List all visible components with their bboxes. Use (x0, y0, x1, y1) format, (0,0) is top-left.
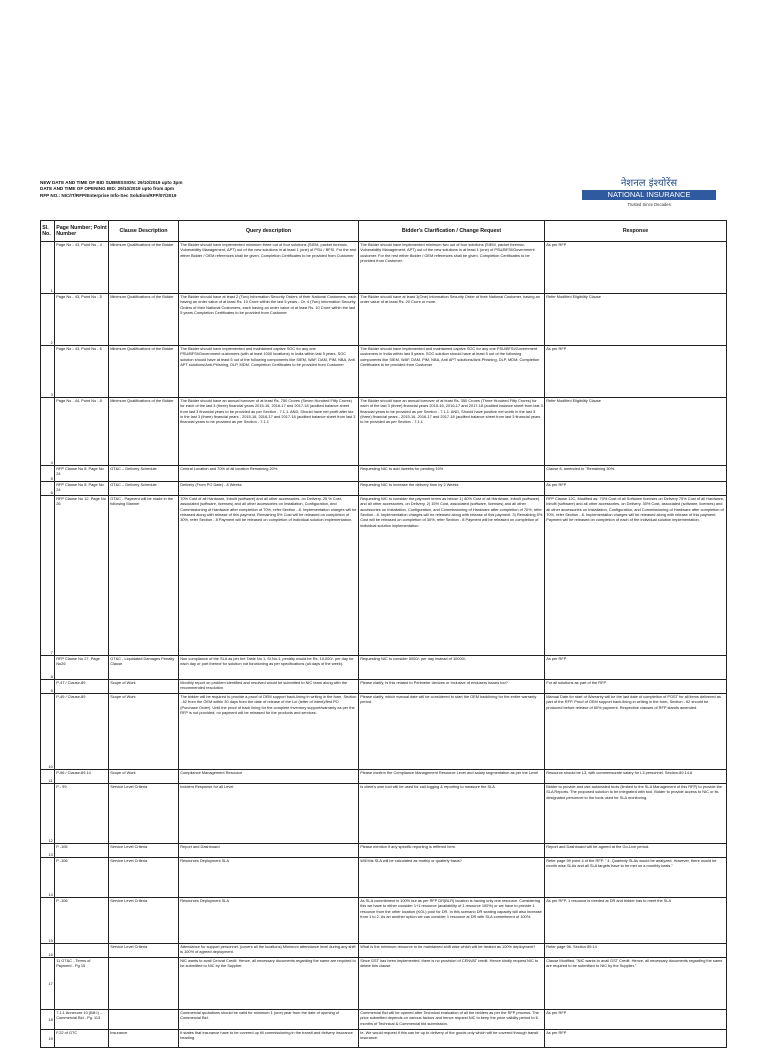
cell-query: Compliance Management Resource (179, 770, 359, 784)
table-row (41, 958, 727, 1010)
bid-opening-date: DATE AND TIME OF OPENING BID: 29/10/2019 upto from 4pm (40, 186, 175, 192)
cell-sl: 19 (41, 1030, 55, 1048)
cell-bidder: Will this SLA will be calculated as mothly or quaterly basis? (359, 858, 545, 898)
cell-response: Bidder to provide and use automated tools (limited to the SLA Management of this RFP) to provide the SLA Reports. The proposed solution to be integrated with tool. Bidder to provide access to NIC or its designated personnel to the tools used for SLA monitoring. (545, 784, 727, 844)
cell-query: The Bidder should have at least 2 (Two) Information Security Orders of their National Customers, each having an order value of at least Rs. 10 Crore within the last 5 years - Or, 4 (Two) Information Security Orders of their National Customers, each having an order value of at least Rs. 10 Crore within the last 5 years Completion Certificates to be provided from Customer (179, 294, 359, 346)
cell-page (55, 944, 109, 958)
cell-page: P-47 / Clause-89 (55, 680, 109, 694)
table-row (41, 398, 727, 466)
cell-response: Refer Modified Eligibility Clause (545, 398, 727, 466)
col-header-query: Query description (179, 221, 359, 242)
col-header-sl: Sl. No. (41, 221, 55, 242)
col-header-clause: Clause Description (109, 221, 179, 242)
cell-clause: Service Level Criteria (109, 944, 179, 958)
cell-clause: Scope of Work (109, 694, 179, 770)
cell-query: Non compliance of the SLA as per the Table No 1. SI.No.1, penalty would be Rs. 10,000/- per day for each day or part thereof for solution not functioning as per specifications (all days of the week). (179, 656, 359, 680)
cell-query: Central Location and 70% of all location Remaining 20% (179, 466, 359, 482)
logo-tagline: Trusted Since Decades (627, 202, 671, 207)
cell-bidder: Please clarify, which manual date will be considered to start the OEM backlining for the entire warranty period. (359, 694, 545, 770)
cell-page: F.22 of GTC (55, 1030, 109, 1048)
cell-response: Report and Dashboard will be agreed at the Go-Live period. (545, 844, 727, 858)
cell-bidder: Requesting NIC to increase the delivery time by 2 Weeks (359, 482, 545, 496)
cell-clause: GT&C - Liquidated Damages Penalty Clause (109, 656, 179, 680)
cell-clause: Scope of Work (109, 680, 179, 694)
cell-sl: 8 (41, 656, 55, 680)
cell-page: Page No - 43, Point No - 4 (55, 242, 109, 294)
cell-bidder: Please mention if any specific reporting is reffered here. (359, 844, 545, 858)
cell-clause (109, 1010, 179, 1030)
table-row (41, 496, 727, 656)
cell-query: NIC wants to avail Cenvat Credit. Hence, all necessary documents regarding the same are required to be submitted to NIC by the Supplier. (179, 958, 359, 1010)
cell-response: For all solutions as part of the RFP (545, 680, 727, 694)
table-row (41, 482, 727, 496)
cell-clause: GT&C – Delivery Schedule (109, 482, 179, 496)
cell-sl: 15 (41, 898, 55, 944)
cell-bidder: Please confirm the Compliance Management Resource Level and salary segmentation as per the Level (359, 770, 545, 784)
cell-query: Delivery (From PO Date) - 8 Weeks (179, 482, 359, 496)
cell-response: As per RFP (545, 346, 727, 398)
cell-bidder: Is client's own tool will be used for call logging & reporting to measure the SLA (359, 784, 545, 844)
cell-page: P-49 / Clause-89 (55, 694, 109, 770)
cell-query: Attendance for support personnel. (covers all the locations) Minimum attendance level during any shift is 100% of agreed deployment. (179, 944, 359, 958)
cell-sl: 7 (41, 496, 55, 656)
cell-page: Page No - 43, Point No - 6 (55, 346, 109, 398)
cell-sl: 18 (41, 1010, 55, 1030)
table-row (41, 1030, 727, 1048)
cell-bidder: Commercial Bid will be opened after Technical evaluation of all the bidders as per the RFP process. The price submitted depends on various factors and hence request NIC to keep the price validity period to 6 months of Technical & Commercial bid submission. (359, 1010, 545, 1030)
cell-bidder: Please clarify, Is this related to Perimeter devices or Inclusive of endusers issues too? (359, 680, 545, 694)
cell-response: Clause 8, amended to "Remaining 30%. (545, 466, 727, 482)
cell-query: Monthly report on problem identified and resolved would be submitted to NIC team along with the recommended resolution (179, 680, 359, 694)
cell-clause: Minimum Qualifications of the Bidder (109, 294, 179, 346)
cell-response: Clause Modified, "NIC wants to avail GST Credit. Hence, all necessary documents regarding the same are required to be submitted to NIC by the Supplier." (545, 958, 727, 1010)
cell-response: As per RFP (545, 1010, 727, 1030)
cell-clause: Minimum Qualifications of the Bidder (109, 346, 179, 398)
cell-clause: Service Level Criteria (109, 858, 179, 898)
cell-bidder: What is the minimum resource to be maintained shift wise which will be treated as 100% deployment? (359, 944, 545, 958)
cell-page: RFP Clause No 12. Page No 26 (55, 496, 109, 656)
cell-bidder: Since GST has been implemented, there is no provision of CENVAT credit. Hence kindly request NIC to delete this clause. (359, 958, 545, 1010)
cell-query: It states that insurance have to be covered up till commissioning in the transit and delivery insurance heading. (179, 1030, 359, 1048)
logo-hindi-text: नेशनल इंश्योरेंस (620, 178, 678, 189)
cell-page: 7.1.1 Annexure 10 (Bill I) – Commercial Bid - Pg. 113 (55, 1010, 109, 1030)
col-header-bidder: Bidder's Clarification / Change Request (359, 221, 545, 242)
clarification-table (40, 220, 727, 1048)
cell-sl: 11 (41, 770, 55, 784)
col-header-page: Page Number; Point Number (55, 221, 109, 242)
cell-bidder: As SLA commitment is 100% but as per RFP DR(BLR) location is having only one resource. Considering this we have to either consider 1+1 resource (availability of 1 resource 100%) or we have to provide 1 resource from the other location (KOL) pool for DR. In this scenario DR seating capacity will also increase from 1 to 2. As an another option we can consider 1 resource at DR with SLA commitment of 100%. (359, 898, 545, 944)
cell-bidder: The Bidder should have implemented and maintained captive SOC for any one PSU/BFSI/Government customers in India within last 5 years. SOC solution should have at least 5 out of the following components like SIEM, WAF, DAM, PIM, NBA, Anti APT solutions/Anti-Phishing, DLP, MDM. Completion Certificates to be provided from Customer (359, 346, 545, 398)
cell-response: Refer page 99 point 4 of the RFP. " 4. Quarterly SLAs would be analyzed. However, there would be month wise SLAs and all SLA targets have to be met on a monthly basis." (545, 858, 727, 898)
table-row (41, 680, 727, 694)
logo-english-text: NATIONAL INSURANCE (582, 190, 716, 200)
cell-clause: GT&C – Delivery Schedule (109, 466, 179, 482)
cell-page: 11 GT&C - Terms of Payment - Pg 15 (55, 958, 109, 1010)
cell-clause: Insurance (109, 1030, 179, 1048)
cell-response: As per RFP (545, 656, 727, 680)
cell-bidder: The Bidder should have an annual turnover of at least Rs. 350 Crores (Three Hundred Fifty Crores) for each of the last 3 (three) financial years 2015-16, 2016-17 and 2017-18 (audited balance sheet from last 3 financial years to be provided as per Section - 7.1.1. AND, Should have positive net worth in the last 3 (three) financial years - 2015-16, 2016-17 and 2017-18 (audited balance sheet from last 3 financial years to be provided as per Section - 7.1.1 (359, 398, 545, 466)
cell-sl: 13 (41, 844, 55, 858)
bid-submission-date: NEW DATE AND TIME OF BID SUBMISSION: 29/10/2019 upto 3pm (40, 180, 183, 185)
cell-page: P -106 (55, 898, 109, 944)
table-row (41, 242, 727, 294)
rfp-number: RFP NO.: NIC/IT/RFP/Enterprise Info-Sec Solution/RFP/07/2019 (40, 192, 177, 198)
cell-response: Manual Date for start of Warranty will be the last date of completion of POST for all items delivered as part of the RFP. Proof of OEM support back-lining in writing in the form, Section - 62 should be produced before release of 80% payment. Respective clauses of RFP stands amended. (545, 694, 727, 770)
table-row (41, 466, 727, 482)
cell-sl: 12 (41, 784, 55, 844)
cell-query: The Bidder should have an annual turnover of at least Rs. 750 Crores (Seven Hundred Fifty Crores) for each of the last 3 (three) financial years 2015-16, 2016-17 and 2017-18 (audited balance sheet from last 3 financial years to be provided as per Section - 7.1.1. AND, Should have net profit after tax in the last 3 (three) financial years - 2015-16, 2016-17 and 2017-18 (audited balance sheet from last 3 financial years to be provided as per Section - 7.1.1 (179, 398, 359, 466)
cell-sl: 3 (41, 346, 55, 398)
table-row (41, 1010, 727, 1030)
table-row (41, 784, 727, 844)
cell-clause: Service Level Criteria (109, 898, 179, 944)
cell-query: Resources Deployment SLA (179, 898, 359, 944)
cell-bidder: The Bidder should have implemented minimum two out of four solutions (SIEM, packet forensic, Vulnerability Management, APT) out of the new solutions in at least 1 (one) of PSU/BFSI/Government customer. For the rest either Bidder / OEM references shall be given. Completion Certificates to be provided from Customer. (359, 242, 545, 294)
table-row (41, 844, 727, 858)
cell-query: The Bidder should have implemented minimum three out of four solutions (SIEM, packet forensic, Vulnerability Management, APT) out of the new solutions in at least 1 (one) of PSU / BFSI. For the rest either Bidder / OEM references shall be given. Completion Certificates to be provided from Customer (179, 242, 359, 294)
table-row (41, 294, 727, 346)
cell-query: Incident Response for all Level (179, 784, 359, 844)
cell-sl: 10 (41, 694, 55, 770)
cell-clause: Scope of Work (109, 770, 179, 784)
cell-page: P -105 (55, 844, 109, 858)
cell-query: Report and Dashboard (179, 844, 359, 858)
cell-clause: Service Level Criteria (109, 844, 179, 858)
table-row (41, 858, 727, 898)
col-header-response: Response (545, 221, 727, 242)
cell-sl: 5 (41, 466, 55, 482)
table-row (41, 770, 727, 784)
cell-clause: Service Level Criteria (109, 784, 179, 844)
cell-query: Commercial quotations should be valid for minimum 1 (one) year from the date of opening of Commercial Bid. (179, 1010, 359, 1030)
cell-sl: 14 (41, 858, 55, 898)
cell-response: As per RFP (545, 482, 727, 496)
cell-query: The Bidder should have implemented and maintained captive SOC for any one PSU/BFSI/Government customers (with at least 1000 locations) in India within last 5 years. SOC solution should have at least 5 out of the following components like SIEM, WAF, DAM, PIM, NBA, Anti APT solutions/Anti-Phishing, DLP, MDM. Completion Certificates to be provided from Customer (179, 346, 359, 398)
cell-sl: 1 (41, 242, 55, 294)
cell-bidder: Requesting NIC to consider the payment terms as below: 1) 80% Cost of all Hardware, Inbuilt (software) and all other accessories, on Delivery. 2) 15% Cost, associated (software, licenses) and all other accessories on Installation, Configuration, and Commissioning of Hardware after completion of 70%, refer Section - 8. Implementation charges will be released along with release of this payment. 3) Remaining 5% Cost will be released on completion of 30%, refer Section - 8 Payment will be released on completion of individual solution implementation. (359, 496, 545, 656)
cell-bidder: Requesting NIC to add 4weeks for pending 10% (359, 466, 545, 482)
cell-sl: 4 (41, 398, 55, 466)
table-row (41, 898, 727, 944)
cell-bidder: The Bidder should have at least 1(One) Information Security Order of their National Customer, having an order value of at least Rs. 20 Crore or more. (359, 294, 545, 346)
cell-bidder: Ie. We would request if this can be up to delivery of the goods only which will be covered through transit insurance. (359, 1030, 545, 1048)
cell-response: As per RFP (545, 1030, 727, 1048)
cell-clause (109, 958, 179, 1010)
cell-sl: 6 (41, 482, 55, 496)
cell-page: RFP Clause No 27. Page No26 (55, 656, 109, 680)
cell-bidder: Requesting NIC to consider 5000/- per day instead of 10000/- (359, 656, 545, 680)
cell-response: Refer Modified Eligibility Clause (545, 294, 727, 346)
cell-page: RFP Clause No 8. Page No 24 (55, 466, 109, 482)
cell-page: Page No - 43, Point No - 5 (55, 294, 109, 346)
cell-clause: GT&C - Payment will be made in the following Manner (109, 496, 179, 656)
cell-query: Resources Deployment SLA (179, 858, 359, 898)
cell-sl: 16 (41, 944, 55, 958)
cell-query: The bidder will be required to provide a proof of OEM support back-lining in writing in the form, Section - 62 from the OEM within 30 days from the date of release of the LoI (letter of intent)/first PO (Purchase Order). Until the proof of back lining for the complete inventory support/warranty as per the RFP is not provided; no payment will be released for the products and services. (179, 694, 359, 770)
table-row (41, 944, 727, 958)
cell-sl: 9 (41, 680, 55, 694)
cell-response: Resource should be L3, with commensurate salary for L3 personnel. Section-89.14.6 (545, 770, 727, 784)
cell-query: 70% Cost of all Hardware, Inbuilt (software) and all other accessories, on Delivery. 25 % Cost, associated (software, licenses) and all other accessories on Installation, Configuration, and Commissioning of Hardware after completion of 70%, refer Section - 8. Implementation charges will be released along with release of this payment. Remaining 5% Cost will be released on completion of 30%, refer Section - 8 Payment will be released on completion of individual solution implementation. (179, 496, 359, 656)
cell-page: P - 99 (55, 784, 109, 844)
cell-response: As per RFP (545, 242, 727, 294)
cell-clause: Minimum Qualifications of the Bidder (109, 398, 179, 466)
table-header-row (41, 221, 727, 242)
table-row (41, 694, 727, 770)
cell-response: RFP Clause 12C, Modified as: 70% Cost of all Software licenses on Delivery 70% Cost of all Hardware, Inbuilt (software) and all other accessories, on Delivery. 30% Cost, associated (software, licenses) and all other accessories on Installation, Configuration, and Commissioning of Hardware after completion of 70%, refer Section - 8. Implementation charges will be released along with release of this payment. Payment will be released on completion of each of the individual solution implementation. (545, 496, 727, 656)
cell-clause: Minimum Qualifications of the Bidder (109, 242, 179, 294)
document-header (40, 180, 182, 199)
cell-page: RFP Clause No 8. Page No 24 (55, 482, 109, 496)
cell-page: Page No - 44, Point No - 8 (55, 398, 109, 466)
cell-sl: 2 (41, 294, 55, 346)
cell-response: Refer page 96. Section 89.14 (545, 944, 727, 958)
cell-sl: 17 (41, 958, 55, 1010)
cell-page: P -106 (55, 858, 109, 898)
cell-response: As per RFP, 1 resource is needed at DR and bidder has to meet the SLA (545, 898, 727, 944)
cell-page: P-96 / Clause-89.14 (55, 770, 109, 784)
table-row (41, 656, 727, 680)
company-logo (574, 178, 724, 216)
table-row (41, 346, 727, 398)
